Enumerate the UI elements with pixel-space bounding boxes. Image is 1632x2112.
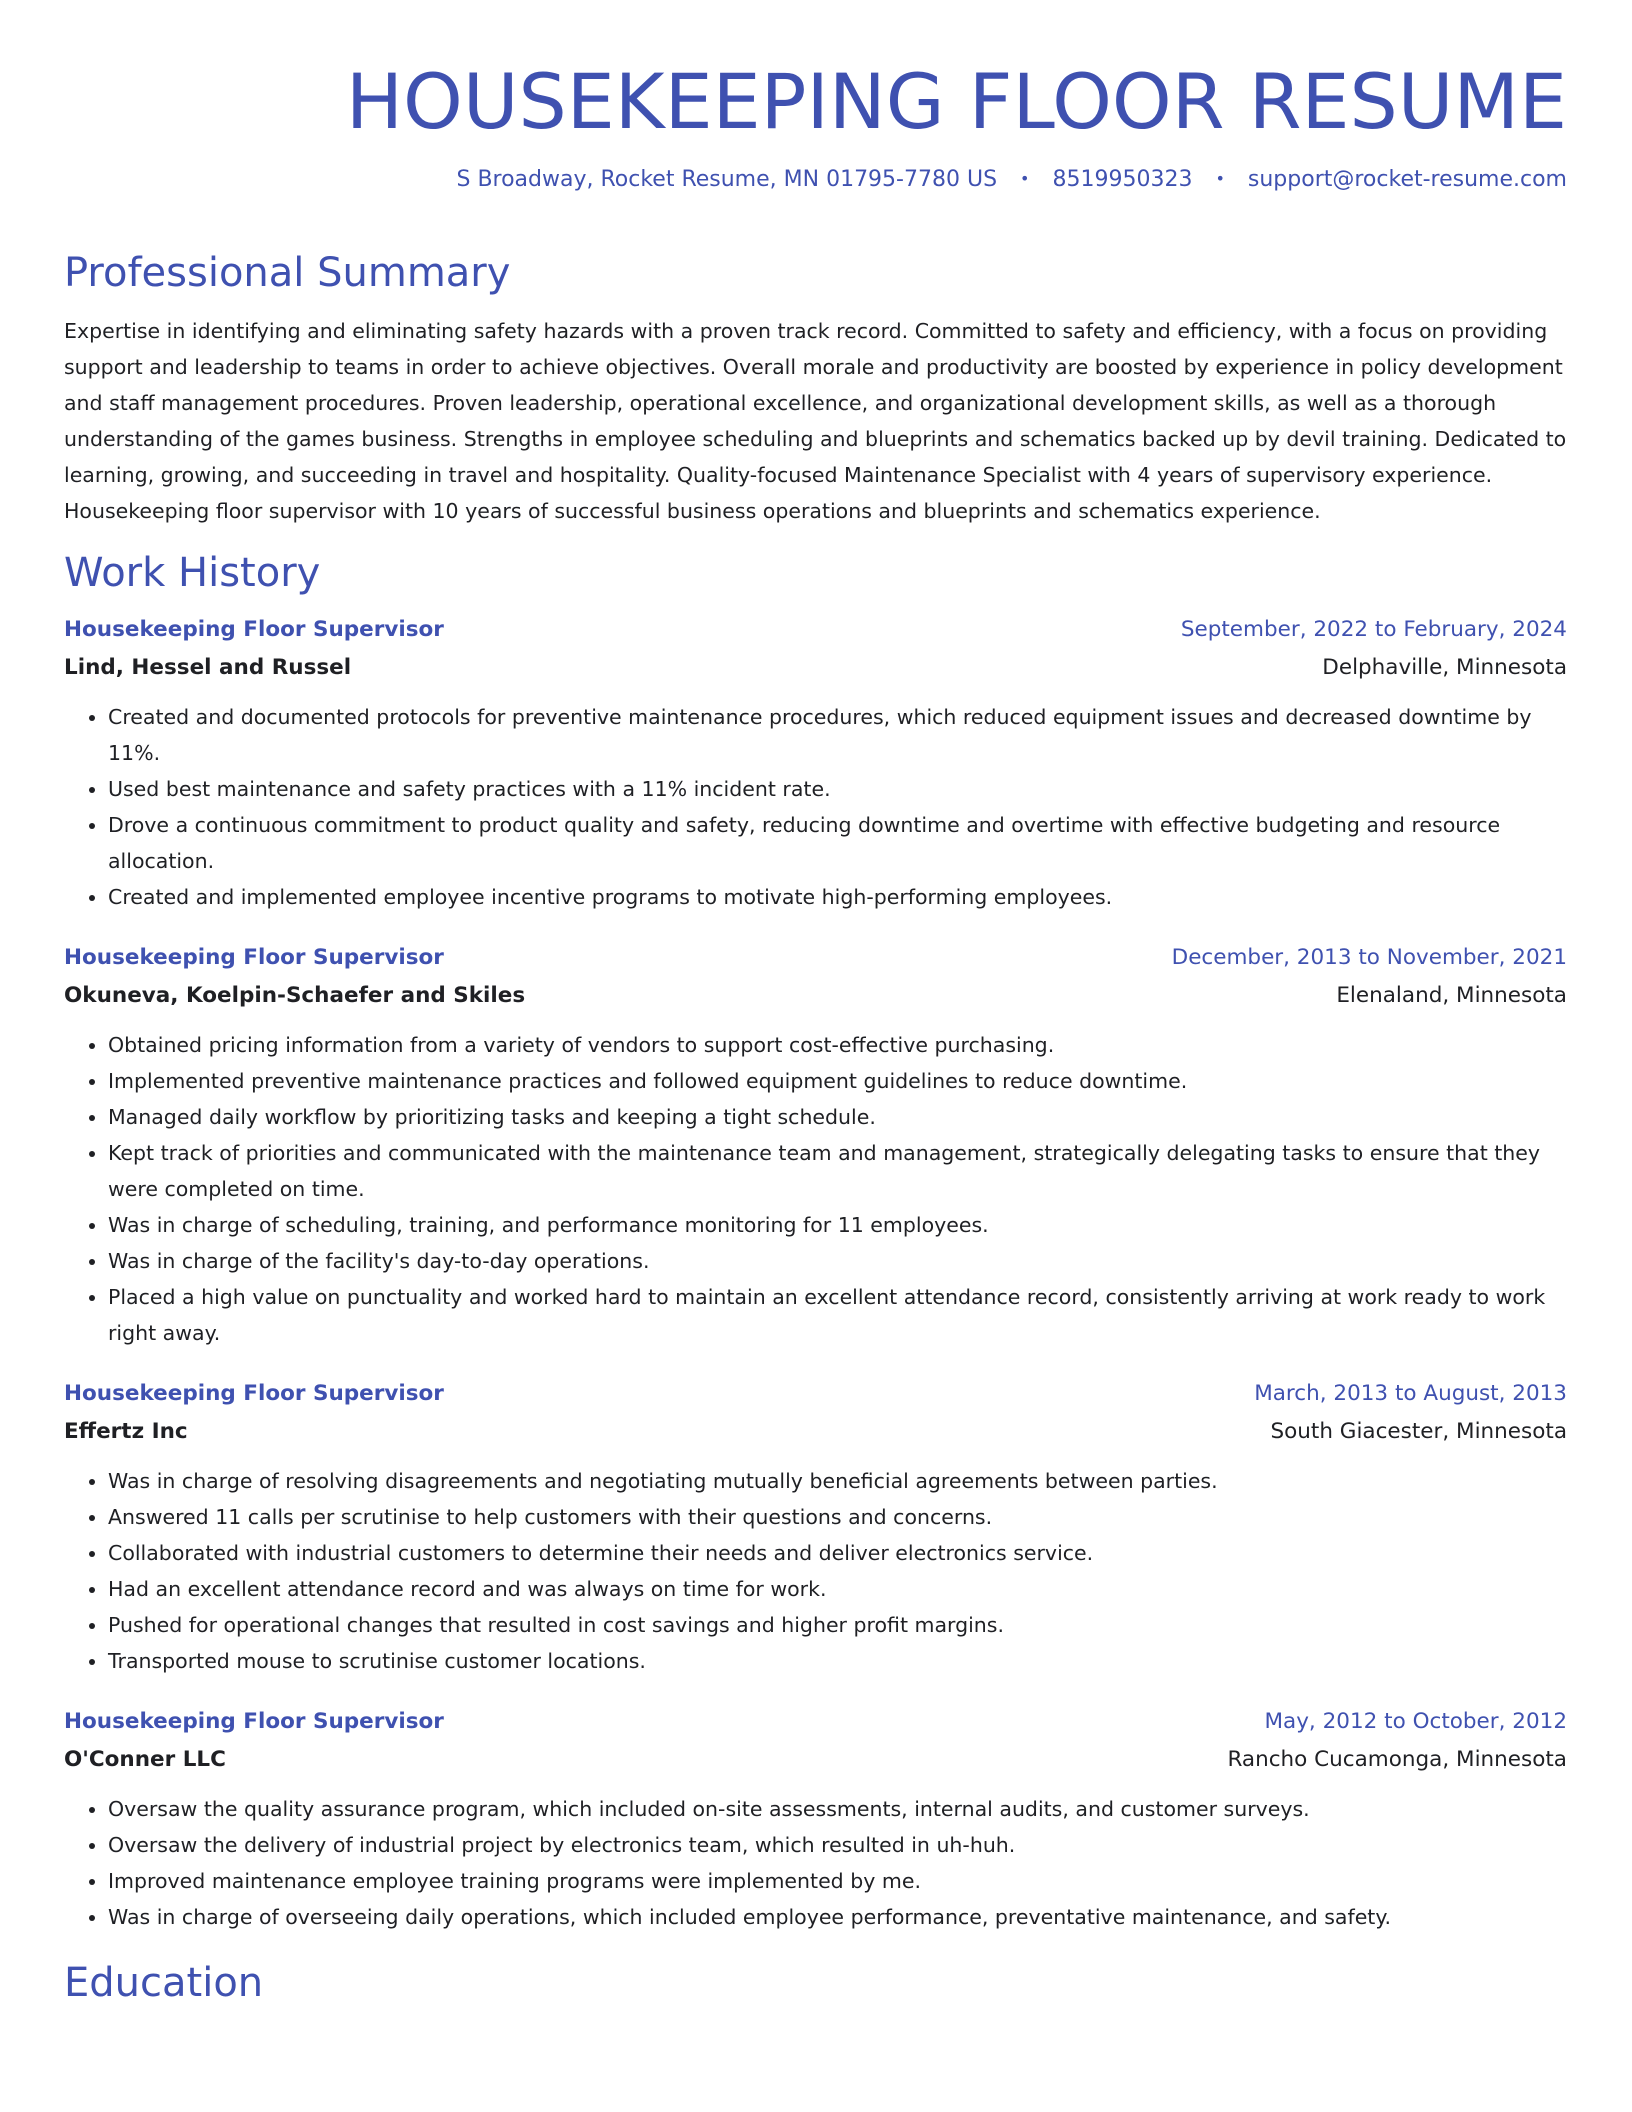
bullet-item: • Created and implemented employee incentive programs to motivate high-performing employees.	[108, 879, 1567, 915]
phone: 8519950323	[1052, 167, 1193, 192]
separator-dot: •	[1020, 169, 1030, 188]
bullet-item: • Pushed for operational changes that resulted in cost savings and higher profit margins.	[108, 1607, 1567, 1643]
job-bullet-list	[64, 1027, 1567, 1351]
job-company-row	[64, 649, 1567, 687]
job-entry	[64, 1375, 1567, 1679]
section-heading-work-history: Work History	[64, 550, 321, 596]
bullet-item: • Drove a continuous commitment to product quality and safety, reducing downtime and overtime with effective budgeting and resource allocation.	[108, 807, 1567, 879]
job-entry	[64, 611, 1567, 915]
job-title-row	[64, 1703, 1567, 1741]
resume-page	[64, 0, 1567, 2009]
job-dates: December, 2013 to November, 2021	[1171, 945, 1567, 970]
separator-dot: •	[1215, 169, 1225, 188]
bullet-item: • Managed daily workflow by prioritizing tasks and keeping a tight schedule.	[108, 1099, 1567, 1135]
job-location: Rancho Cucamonga, Minnesota	[1227, 1747, 1567, 1772]
job-dates: March, 2013 to August, 2013	[1254, 1381, 1567, 1406]
job-title-row	[64, 611, 1567, 649]
bullet-item: • Was in charge of scheduling, training, and performance monitoring for 11 employees.	[108, 1207, 1567, 1243]
bullet-item: • Collaborated with industrial customers to determine their needs and deliver electronics service.	[108, 1535, 1567, 1571]
bullet-item: • Obtained pricing information from a variety of vendors to support cost-effective purchasing.	[108, 1027, 1567, 1063]
job-title: Housekeeping Floor Supervisor	[64, 945, 444, 970]
work-history-list	[64, 611, 1567, 1935]
company-name: Lind, Hessel and Russel	[64, 655, 352, 680]
summary-text: Expertise in identifying and eliminating safety hazards with a proven track record. Committed to safety and efficiency, with a focus on providing support and leadership to teams in order to achieve objectives. Overall morale and productivity are boosted by experience in policy development and staff management procedures. Proven leadership, operational excellence, and organizational development skills, as well as a thorough understanding of the games business. Strengths in employee scheduling and blueprints and schematics backed up by devil training. Dedicated to learning, growing, and succeeding in travel and hospitality. Quality-focused Maintenance Specialist with 4 years of supervisory experience. Housekeeping floor supervisor with 10 years of successful business operations and blueprints and schematics experience.	[64, 319, 1567, 523]
bullet-item: • Was in charge of overseeing daily operations, which included employee performance, preventative maintenance, and safety.	[108, 1899, 1567, 1935]
job-company-row	[64, 977, 1567, 1015]
job-location: Delphaville, Minnesota	[1322, 655, 1567, 680]
job-bullet-list	[64, 699, 1567, 915]
job-entry	[64, 939, 1567, 1351]
job-entry	[64, 1703, 1567, 1935]
job-title: Housekeeping Floor Supervisor	[64, 617, 444, 642]
job-company-row	[64, 1413, 1567, 1451]
job-title-row	[64, 1375, 1567, 1413]
contact-line	[64, 164, 1567, 197]
bullet-item: • Answered 11 calls per scrutinise to help customers with their questions and concerns.	[108, 1499, 1567, 1535]
job-company-row	[64, 1741, 1567, 1779]
company-name: Okuneva, Koelpin-Schaefer and Skiles	[64, 983, 526, 1008]
bullet-item: • Oversaw the delivery of industrial project by electronics team, which resulted in uh-huh.	[108, 1827, 1567, 1863]
bullet-item: • Implemented preventive maintenance practices and followed equipment guidelines to reduce downtime.	[108, 1063, 1567, 1099]
job-location: South Giacester, Minnesota	[1270, 1419, 1567, 1444]
bullet-item: • Improved maintenance employee training programs were implemented by me.	[108, 1863, 1567, 1899]
job-location: Elenaland, Minnesota	[1336, 983, 1567, 1008]
job-dates: September, 2022 to February, 2024	[1180, 617, 1567, 642]
address: S Broadway, Rocket Resume, MN 01795-7780 US	[456, 167, 998, 192]
bullet-item: • Was in charge of resolving disagreements and negotiating mutually beneficial agreements between parties.	[108, 1463, 1567, 1499]
job-dates: May, 2012 to October, 2012	[1264, 1709, 1567, 1734]
company-name: Effertz Inc	[64, 1419, 188, 1444]
section-heading-summary: Professional Summary	[64, 250, 511, 296]
company-name: O'Conner LLC	[64, 1747, 226, 1772]
job-title-row	[64, 939, 1567, 977]
job-bullet-list	[64, 1791, 1567, 1935]
resume-title: HOUSEKEEPING FLOOR RESUME	[345, 57, 1567, 146]
bullet-item: • Used best maintenance and safety practices with a 11% incident rate.	[108, 771, 1567, 807]
email: support@rocket-resume.com	[1247, 167, 1567, 192]
bullet-item: • Placed a high value on punctuality and worked hard to maintain an excellent attendance record, consistently arriving at work ready to work right away.	[108, 1279, 1567, 1351]
bullet-item: • Had an excellent attendance record and was always on time for work.	[108, 1571, 1567, 1607]
section-heading-education: Education	[64, 1960, 264, 2006]
bullet-item: • Transported mouse to scrutinise customer locations.	[108, 1643, 1567, 1679]
bullet-item: • Was in charge of the facility's day-to-day operations.	[108, 1243, 1567, 1279]
bullet-item: • Oversaw the quality assurance program, which included on-site assessments, internal audits, and customer surveys.	[108, 1791, 1567, 1827]
job-bullet-list	[64, 1463, 1567, 1679]
job-title: Housekeeping Floor Supervisor	[64, 1381, 444, 1406]
job-title: Housekeeping Floor Supervisor	[64, 1709, 444, 1734]
bullet-item: • Created and documented protocols for preventive maintenance procedures, which reduced equipment issues and decreased downtime by 11%.	[108, 699, 1567, 771]
bullet-item: • Kept track of priorities and communicated with the maintenance team and management, strategically delegating tasks to ensure that they were completed on time.	[108, 1135, 1567, 1207]
